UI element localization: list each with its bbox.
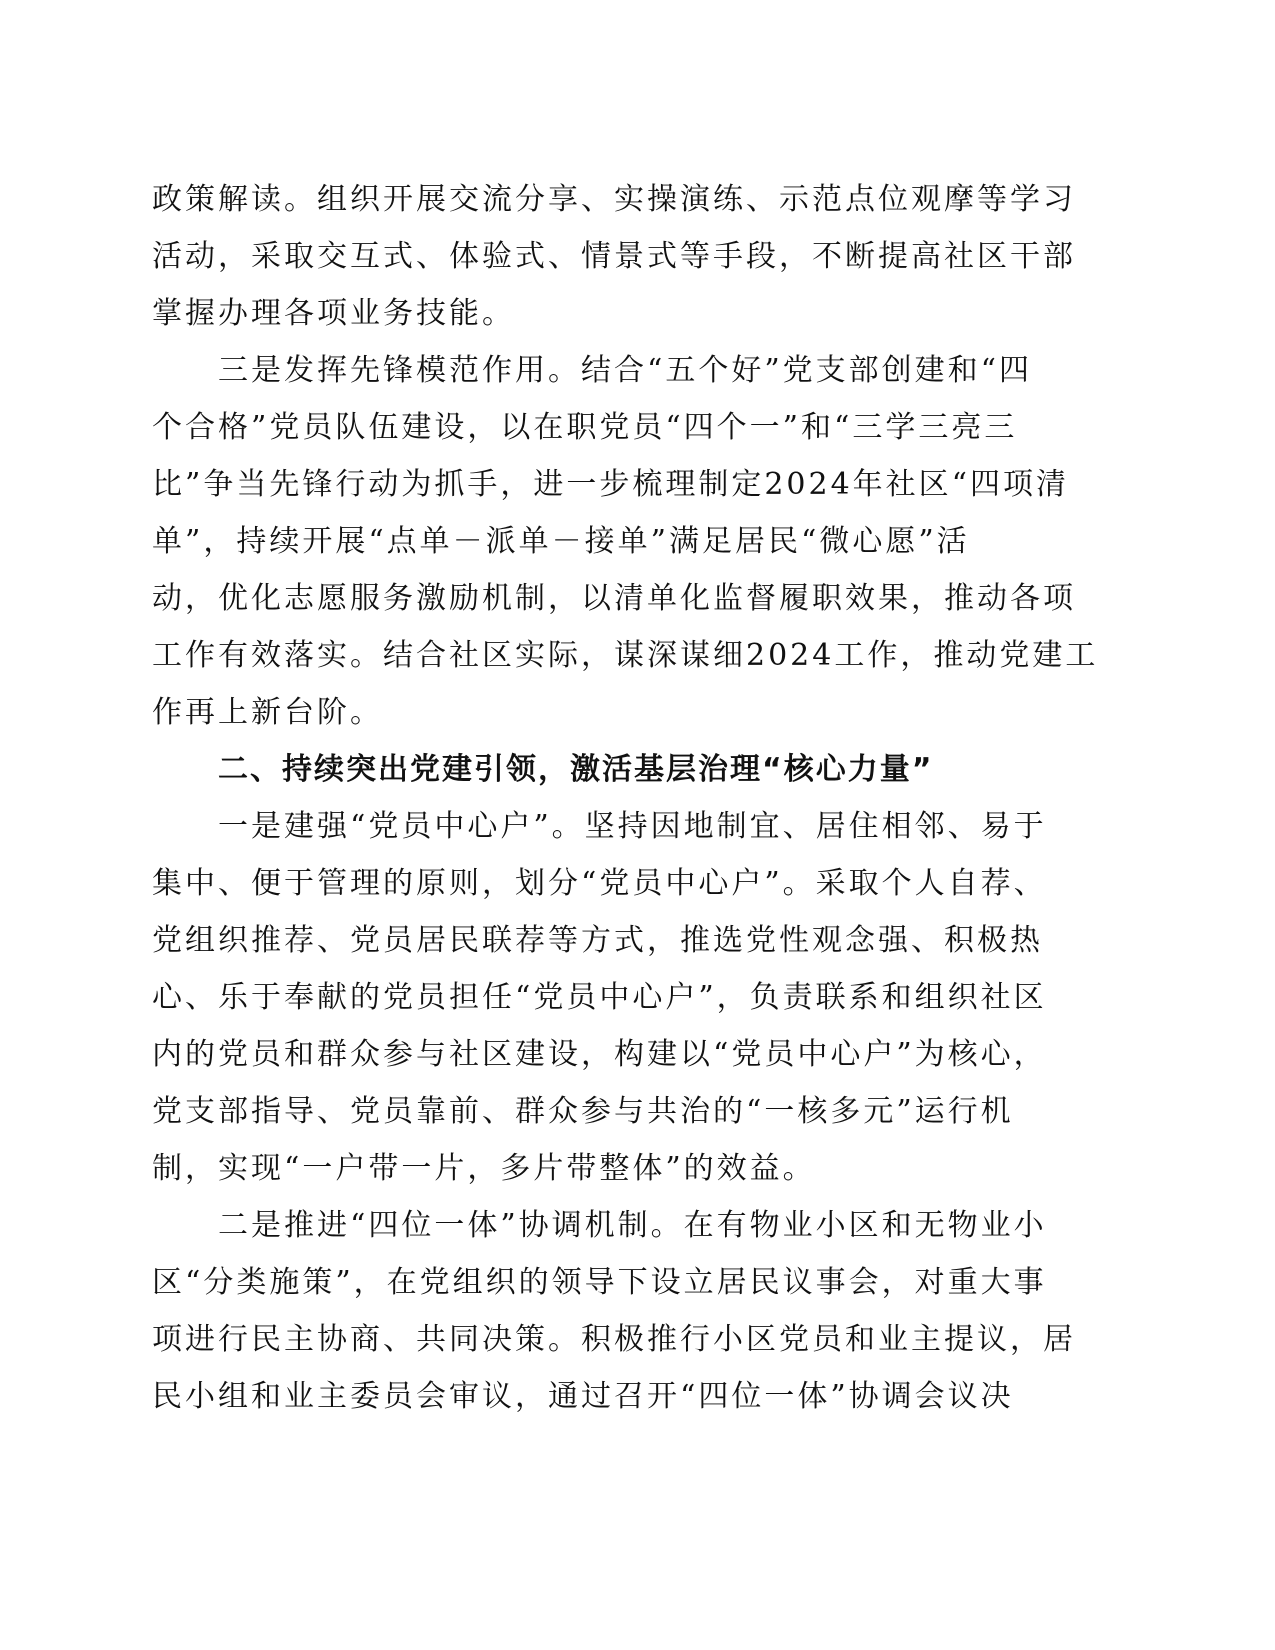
text-line-3: 掌握办理各项业务技能。	[152, 296, 515, 331]
text-line-21: 项进行民主协商、共同决策。积极推行小区党员和业主提议，居	[152, 1322, 1076, 1357]
text-line-10: 作再上新台阶。	[152, 695, 383, 730]
text-line-5: 个合格”党员队伍建设，以在职党员“四个一”和“三学三亮三	[152, 410, 1018, 445]
text-line-6: 比”争当先锋行动为抓手，进一步梳理制定2024年社区“四项清	[152, 467, 1070, 502]
text-line-13: 集中、便于管理的原则，划分“党员中心户”。采取个人自荐、	[152, 866, 1047, 901]
text-line-7: 单”，持续开展“点单－派单－接单”满足居民“微心愿”活	[152, 524, 970, 559]
section-heading: 二、持续突出党建引领，激活基层治理“核心力量”	[218, 752, 934, 787]
text-line-8: 动，优化志愿服务激励机制，以清单化监督履职效果，推动各项	[152, 581, 1076, 616]
text-line-17: 党支部指导、党员靠前、群众参与共治的“一核多元”运行机	[152, 1094, 1014, 1129]
paragraph-start-3: 三是发挥先锋模范作用。结合“五个好”党支部创建和“四	[218, 353, 1033, 388]
paragraph-start-1: 一是建强“党员中心户”。坚持因地制宜、居住相邻、易于	[218, 809, 1047, 844]
text-line-18: 制，实现“一户带一片，多片带整体”的效益。	[152, 1151, 816, 1186]
text-line-20: 区“分类施策”，在党组织的领导下设立居民议事会，对重大事	[152, 1265, 1047, 1300]
text-line-1: 政策解读。组织开展交流分享、实操演练、示范点位观摩等学习	[152, 182, 1076, 217]
text-line-16: 内的党员和群众参与社区建设，构建以“党员中心户”为核心，	[152, 1037, 1047, 1072]
text-line-14: 党组织推荐、党员居民联荐等方式，推选党性观念强、积极热	[152, 923, 1043, 958]
text-line-2: 活动，采取交互式、体验式、情景式等手段，不断提高社区干部	[152, 239, 1076, 274]
text-line-9: 工作有效落实。结合社区实际，谋深谋细2024工作，推动党建工	[152, 638, 1099, 673]
text-line-15: 心、乐于奉献的党员担任“党员中心户”，负责联系和组织社区	[152, 980, 1047, 1015]
text-line-22: 民小组和业主委员会审议，通过召开“四位一体”协调会议决	[152, 1379, 1014, 1414]
paragraph-start-2: 二是推进“四位一体”协调机制。在有物业小区和无物业小	[218, 1208, 1047, 1243]
